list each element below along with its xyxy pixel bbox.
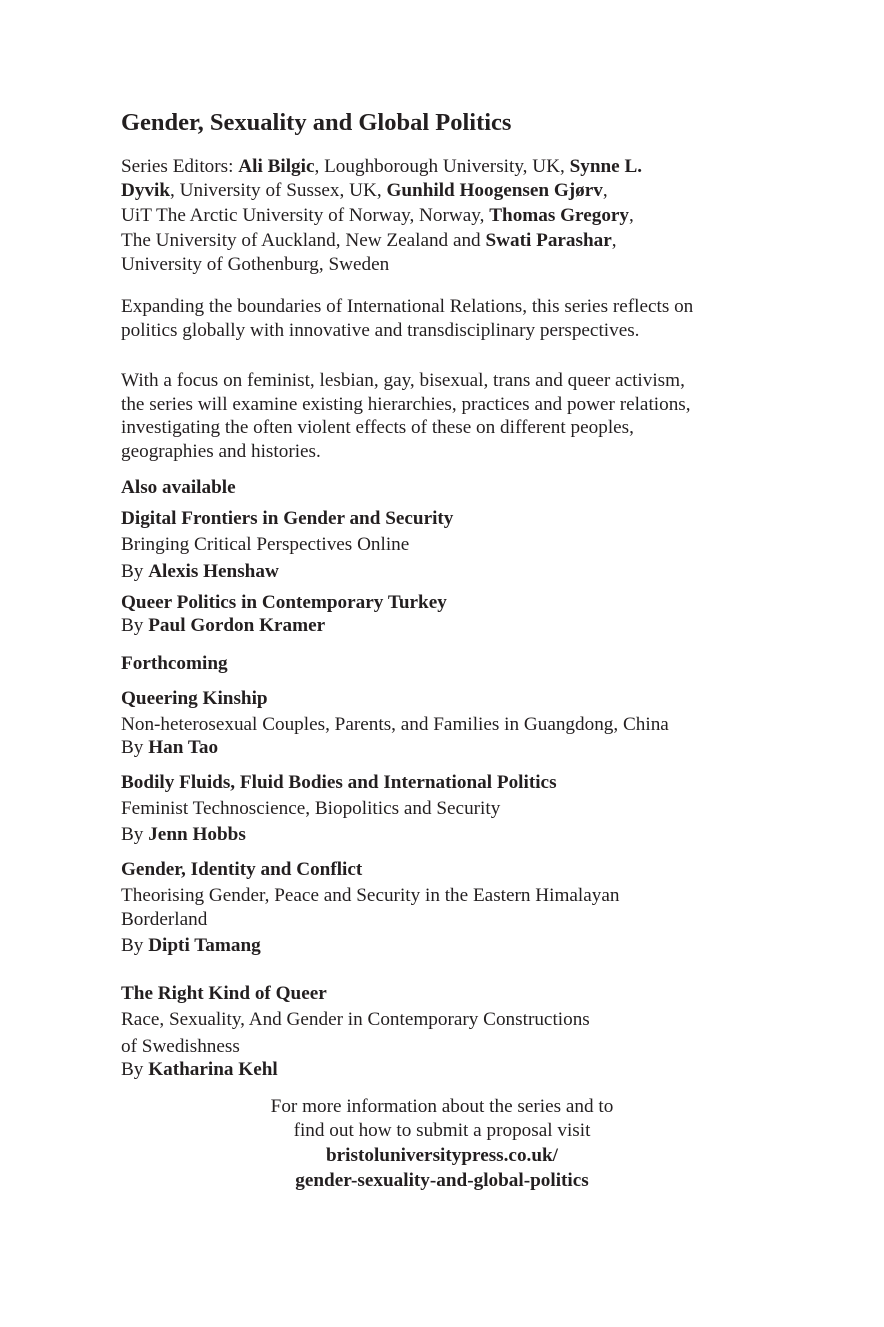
book-author-line <box>121 614 325 638</box>
book-author-line <box>121 560 279 584</box>
editor-name: Swati Parashar <box>485 230 612 251</box>
book-author: Dipti Tamang <box>148 935 261 956</box>
editors-line-2 <box>121 179 608 203</box>
editor-affiliation: , Loughborough University, UK, <box>314 156 565 177</box>
editor-separator: , <box>602 180 608 201</box>
book-subtitle: of Swedishness <box>121 1036 240 1057</box>
by-label: By <box>121 824 144 845</box>
more-info-text: find out how to submit a proposal visit <box>293 1120 591 1141</box>
book-title: Bodily Fluids, Fluid Bodies and International Politics <box>121 772 557 793</box>
editor-separator: , <box>611 230 617 251</box>
book-author: Han Tao <box>148 737 219 758</box>
editors-line-4 <box>121 229 617 253</box>
book-title: Gender, Identity and Conflict <box>121 859 363 880</box>
by-label: By <box>121 615 144 636</box>
book-title: The Right Kind of Queer <box>121 983 327 1004</box>
editor-name: Synne L. <box>569 156 643 177</box>
editor-affiliation: UiT The Arctic University of Norway, Norway, <box>121 205 485 226</box>
by-label: By <box>121 561 144 582</box>
editors-line-3 <box>121 204 634 228</box>
book-subtitle: Theorising Gender, Peace and Security in the Eastern Himalayan <box>121 885 620 906</box>
book-title: Queer Politics in Contemporary Turkey <box>121 592 447 613</box>
more-info-text: For more information about the series and to <box>270 1096 614 1117</box>
book-author-line <box>121 736 218 760</box>
forthcoming-heading: Forthcoming <box>121 653 228 674</box>
series-focus: With a focus on feminist, lesbian, gay, bisexual, trans and queer activism, <box>121 370 685 391</box>
editors-label: Series Editors: <box>121 156 234 177</box>
series-description: politics globally with innovative and transdisciplinary perspectives. <box>121 320 640 341</box>
editor-name: Ali Bilgic <box>238 156 315 177</box>
book-subtitle: Bringing Critical Perspectives Online <box>121 534 410 555</box>
series-title: Gender, Sexuality and Global Politics <box>121 109 512 136</box>
editor-name: Gunhild Hoogensen Gjørv <box>386 180 603 201</box>
editor-affiliation: The University of Auckland, New Zealand and <box>121 230 481 251</box>
editor-affiliation: , University of Sussex, UK, <box>170 180 382 201</box>
series-description: Expanding the boundaries of International Relations, this series reflects on <box>121 296 694 317</box>
series-url[interactable]: gender-sexuality-and-global-politics <box>295 1170 589 1191</box>
editors-line-1 <box>121 155 642 179</box>
book-author-line <box>121 1058 278 1082</box>
by-label: By <box>121 1059 144 1080</box>
book-author: Paul Gordon Kramer <box>148 615 326 636</box>
book-title: Digital Frontiers in Gender and Security <box>121 508 454 529</box>
series-focus: geographies and histories. <box>121 441 321 462</box>
book-subtitle: Borderland <box>121 909 208 930</box>
series-url[interactable]: bristoluniversitypress.co.uk/ <box>325 1145 559 1166</box>
book-author-line <box>121 934 261 958</box>
book-author: Alexis Henshaw <box>148 561 279 582</box>
editor-name: Thomas Gregory <box>489 205 630 226</box>
series-focus: investigating the often violent effects of these on different peoples, <box>121 417 634 438</box>
book-subtitle: Feminist Technoscience, Biopolitics and Security <box>121 798 501 819</box>
editor-name: Dyvik <box>121 180 171 201</box>
book-subtitle: Non-heterosexual Couples, Parents, and Families in Guangdong, China <box>121 714 669 735</box>
book-author: Jenn Hobbs <box>148 824 246 845</box>
editors-line-5: University of Gothenburg, Sweden <box>121 254 390 275</box>
series-focus: the series will examine existing hierarchies, practices and power relations, <box>121 394 691 415</box>
by-label: By <box>121 737 144 758</box>
book-title: Queering Kinship <box>121 688 268 709</box>
book-author: Katharina Kehl <box>148 1059 278 1080</box>
book-author-line <box>121 823 246 847</box>
also-available-heading: Also available <box>121 477 236 498</box>
by-label: By <box>121 935 144 956</box>
editor-separator: , <box>629 205 634 226</box>
book-subtitle: Race, Sexuality, And Gender in Contemporary Constructions <box>121 1009 590 1030</box>
